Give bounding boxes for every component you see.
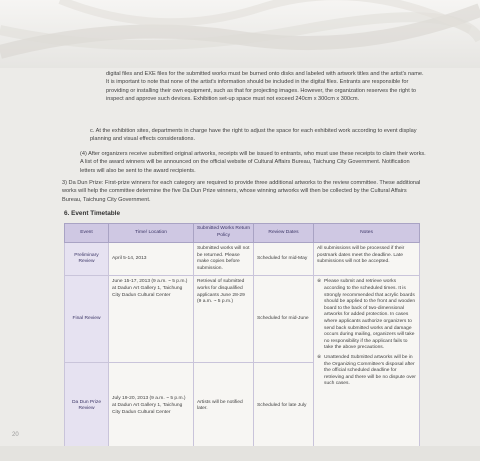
notes-cell: All submissions will be processed if their postmark dates meet the deadline. Late submissions will not be accepted. [314,243,420,276]
header-decoration [0,0,480,68]
item-c-text: At the exhibition sites, departments in charge have the right to adjust the space for each exhibited work according to event display planning and visual effects considerations. [90,128,417,143]
header-time-location: Time/ Location [109,224,194,243]
item-3 [62,179,426,204]
return-policy-cell: Artists will be notified later. [194,363,254,450]
item-4-label: (4) [80,151,87,157]
time-location-cell: April 5-14, 2013 [109,243,194,276]
event-timetable [64,223,420,450]
item-4-text: After organizers receive submitted original artworks, receipts will be issued to entrants, who must use these receipts to claim their works. A list of the award winners will be announced on the official website of Cultural Affairs Bureau, Taichung City Government. Notification letters will also be sent to the award recipients. [80,151,426,174]
item-c-label: c. [90,128,95,134]
return-policy-cell: Retrieval of submitted works for disqualified applicants June 28-29 (9 a.m. ~ 5 p.m.) [194,276,254,363]
time-location-cell: June 15-17, 2013 (9 a.m. ~ 5 p.m.) at Dadun Art Gallery 1, Taichung City Dadun Cultural Center [109,276,194,363]
header-return-policy: Submitted Works Return Policy [194,224,254,243]
return-policy-cell: Submitted works will not be returned. Please make copies before submission. [194,243,254,276]
item-4 [80,150,426,175]
header-review-dates: Review Dates [254,224,314,243]
event-cell: Preliminary Review [65,243,109,276]
header-event: Event [65,224,109,243]
notes-list [317,279,416,388]
time-location-cell: July 19-20, 2013 (9 a.m. ~ 5 p.m.) at Dadun Art Gallery 1, Taichung City Dadun Cultural Center [109,363,194,450]
section-title: 6. Event Timetable [64,210,120,217]
footer-band [0,446,480,461]
note-text: Please submit and retrieve works according to the scheduled times. It is strongly recommended that acrylic boards should be applied to the front and wooden board to the back of two-dimensional artworks for added protection. In cases where applicants authorize organizers to send back submitted works and damage occurs during mailing, organizers will take no responsibility if the applicant fails to take the above precautions. [324,279,416,351]
review-dates-cell: Scheduled for late July [254,363,314,450]
reference-mark-icon: ※ [317,279,322,285]
event-cell: Da Dun Prize Review [65,363,109,450]
table-header-row [65,224,420,243]
item-3-text: Da Dun Prize: First-prize winners for each category are required to provide three additional artworks to the review committee. These additional works will help the committee determine the five Da Dun Prize winners, whose winning artworks will then be collected by the Cultural Affairs Bureau, Taichung City Government. [62,180,421,203]
reference-mark-icon: ※ [317,354,322,360]
header-notes: Notes [314,224,420,243]
page-number: 20 [12,432,19,438]
list-item [317,355,416,388]
event-cell: Final Review [65,276,109,363]
review-dates-cell: Scheduled for mid-June [254,276,314,363]
review-dates-cell: Scheduled for mid-May [254,243,314,276]
item-3-label: 3) [62,180,67,186]
continued-paragraph: digital files and EXE files for the submitted works must be burned onto disks and labeled with artwork titles and the artist's name. It is important to note that none of the artist's information should be included in the digital files. Entrants are responsible for providing or installing their own equipment, such as that for projecting images. However, the organization reserves the right to inspect and approve such devices. Exhibition set-up space must not exceed 240cm x 300cm x 300cm. [106,71,424,102]
table-row [65,243,420,276]
item-c [90,127,426,144]
merged-notes-cell [314,276,420,450]
table-row [65,276,420,363]
note-text: Unattended Submitted artworks will be in the Organizing Committee's disposal after the official scheduled deadline for retrieving and there will be no dispute over such cases. [324,354,416,387]
list-item [317,279,416,352]
